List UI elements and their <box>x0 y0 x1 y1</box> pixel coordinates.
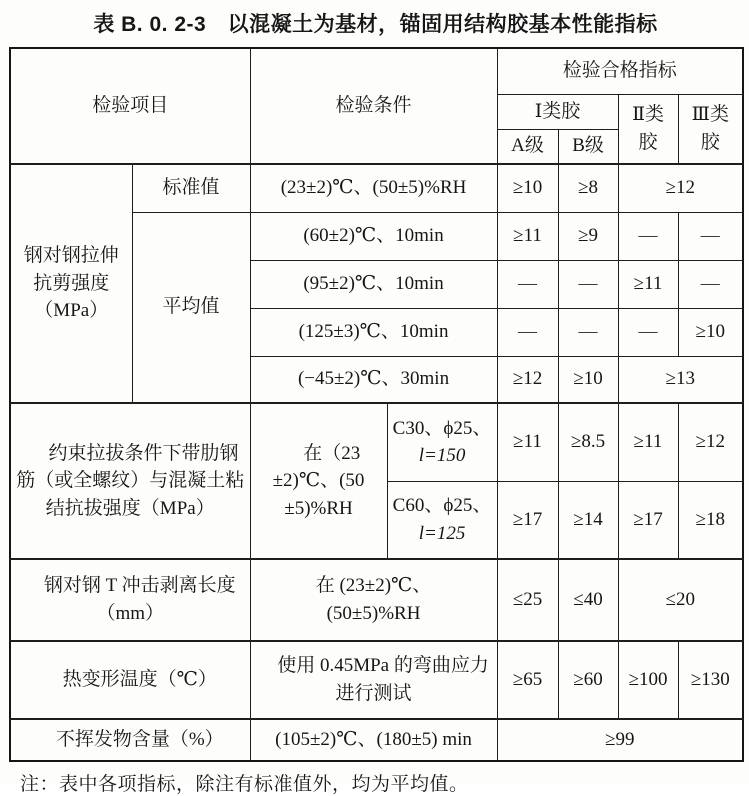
pullout-r1-a: ≥11 <box>497 403 558 481</box>
impact-cond-cell <box>250 559 497 641</box>
shear-cond-2: (60±2)℃、10min <box>250 212 497 260</box>
impact-row <box>10 559 743 641</box>
pullout-r2-a: ≥17 <box>497 481 558 559</box>
impact-b: ≤40 <box>558 559 618 641</box>
subcond-c30-line2: l=150 <box>418 445 466 467</box>
nonvolatile-row <box>10 719 743 761</box>
pullout-row-c30 <box>10 403 743 481</box>
header-cell-gradeB: B级 <box>558 129 618 164</box>
type3-line2: 胶 <box>700 131 720 153</box>
shear-average-label: 平均值 <box>132 212 250 403</box>
heat-t3: ≥130 <box>678 641 743 719</box>
pullout-r2-t2: ≥17 <box>618 481 678 559</box>
shear-r4-t2: — <box>618 308 678 356</box>
subcond-c60-line1: C60、ϕ25、 <box>392 495 492 517</box>
shear-cond-5: (−45±2)℃、30min <box>250 356 497 403</box>
shear-r2-t3: — <box>678 212 743 260</box>
type2-line2: 胶 <box>638 131 658 153</box>
subcond-c60-line2: l=125 <box>418 522 466 544</box>
header-cell-condition: 检验条件 <box>250 48 497 164</box>
shear-r3-t3: — <box>678 260 743 308</box>
header-cell-type1: Ⅰ类胶 <box>497 94 618 129</box>
impact-a: ≤25 <box>497 559 558 641</box>
table-footnote: 注：表中各项指标，除注有标准值外，均为平均值。 <box>20 774 469 795</box>
shear-r1-b: ≥8 <box>558 164 618 212</box>
header-cell-pass-index: 检验合格指标 <box>497 48 743 94</box>
shear-r4-a: — <box>497 308 558 356</box>
shear-r3-t2: ≥11 <box>618 260 678 308</box>
shear-r3-b: — <box>558 260 618 308</box>
pullout-r1-b: ≥8.5 <box>558 403 618 481</box>
shear-r2-b: ≥9 <box>558 212 618 260</box>
impact-t23: ≤20 <box>618 559 743 641</box>
subcond-c30-line1: C30、ϕ25、 <box>392 417 492 439</box>
shear-r5-b: ≥10 <box>558 356 618 403</box>
heat-a: ≥65 <box>497 641 558 719</box>
shear-r1-t23: ≥12 <box>618 164 743 212</box>
pullout-item-cell: 约束拉拔条件下带肋钢筋（或全螺纹）与混凝土粘结抗拔强度（MPa） <box>10 403 250 559</box>
pullout-r2-t3: ≥18 <box>678 481 743 559</box>
heat-t2: ≥100 <box>618 641 678 719</box>
shear-row-standard <box>10 164 743 212</box>
shear-cond-4: (125±3)℃、10min <box>250 308 497 356</box>
nonvolatile-item-cell: 不挥发物含量（%） <box>10 719 250 761</box>
nonvolatile-value: ≥99 <box>497 719 743 761</box>
type2-line1: Ⅱ类 <box>632 104 664 126</box>
pullout-subcond-c60 <box>387 481 497 559</box>
header-cell-type3 <box>678 94 743 164</box>
shear-r2-a: ≥11 <box>497 212 558 260</box>
shear-standard-label: 标准值 <box>132 164 250 212</box>
shear-r5-t23: ≥13 <box>618 356 743 403</box>
spec-table <box>9 47 744 762</box>
heat-cond-cell: 使用 0.45MPa 的弯曲应力进行测试 <box>250 641 497 719</box>
heat-item-cell: 热变形温度（℃） <box>10 641 250 719</box>
shear-item-cell <box>10 164 132 403</box>
shear-r4-t3: ≥10 <box>678 308 743 356</box>
shear-item-line1: 钢对钢拉伸 <box>23 245 119 267</box>
shear-r1-a: ≥10 <box>497 164 558 212</box>
shear-r3-a: — <box>497 260 558 308</box>
impact-cond-line2: (50±5)%RH <box>326 603 421 624</box>
header-row-1 <box>10 48 743 94</box>
nonvolatile-cond-cell: (105±2)℃、(180±5) min <box>250 719 497 761</box>
heat-row <box>10 641 743 719</box>
shear-item-line2: 抗剪强度 <box>33 272 110 294</box>
heat-b: ≥60 <box>558 641 618 719</box>
impact-item-cell: 钢对钢 T 冲击剥离长度（mm） <box>10 559 250 641</box>
pullout-r1-t2: ≥11 <box>618 403 678 481</box>
table-title: 表 B. 0. 2-3 以混凝土为基材，锚固用结构胶基本性能指标 <box>93 13 658 36</box>
pullout-r2-b: ≥14 <box>558 481 618 559</box>
pullout-subcond-c30 <box>387 403 497 481</box>
pullout-r1-t3: ≥12 <box>678 403 743 481</box>
shear-cond-1: (23±2)℃、(50±5)%RH <box>250 164 497 212</box>
shear-r5-a: ≥12 <box>497 356 558 403</box>
pullout-cond-cell: 在（23±2)℃、(50±5)%RH <box>250 403 387 559</box>
header-cell-type2 <box>618 94 678 164</box>
shear-r2-t2: — <box>618 212 678 260</box>
shear-cond-3: (95±2)℃、10min <box>250 260 497 308</box>
header-cell-gradeA: A级 <box>497 129 558 164</box>
header-cell-item: 检验项目 <box>10 48 250 164</box>
impact-cond-line1: 在 (23±2)℃、 <box>315 575 432 597</box>
shear-r4-b: — <box>558 308 618 356</box>
type3-line1: Ⅲ类 <box>691 104 729 126</box>
shear-item-line3: （MPa） <box>34 300 109 322</box>
